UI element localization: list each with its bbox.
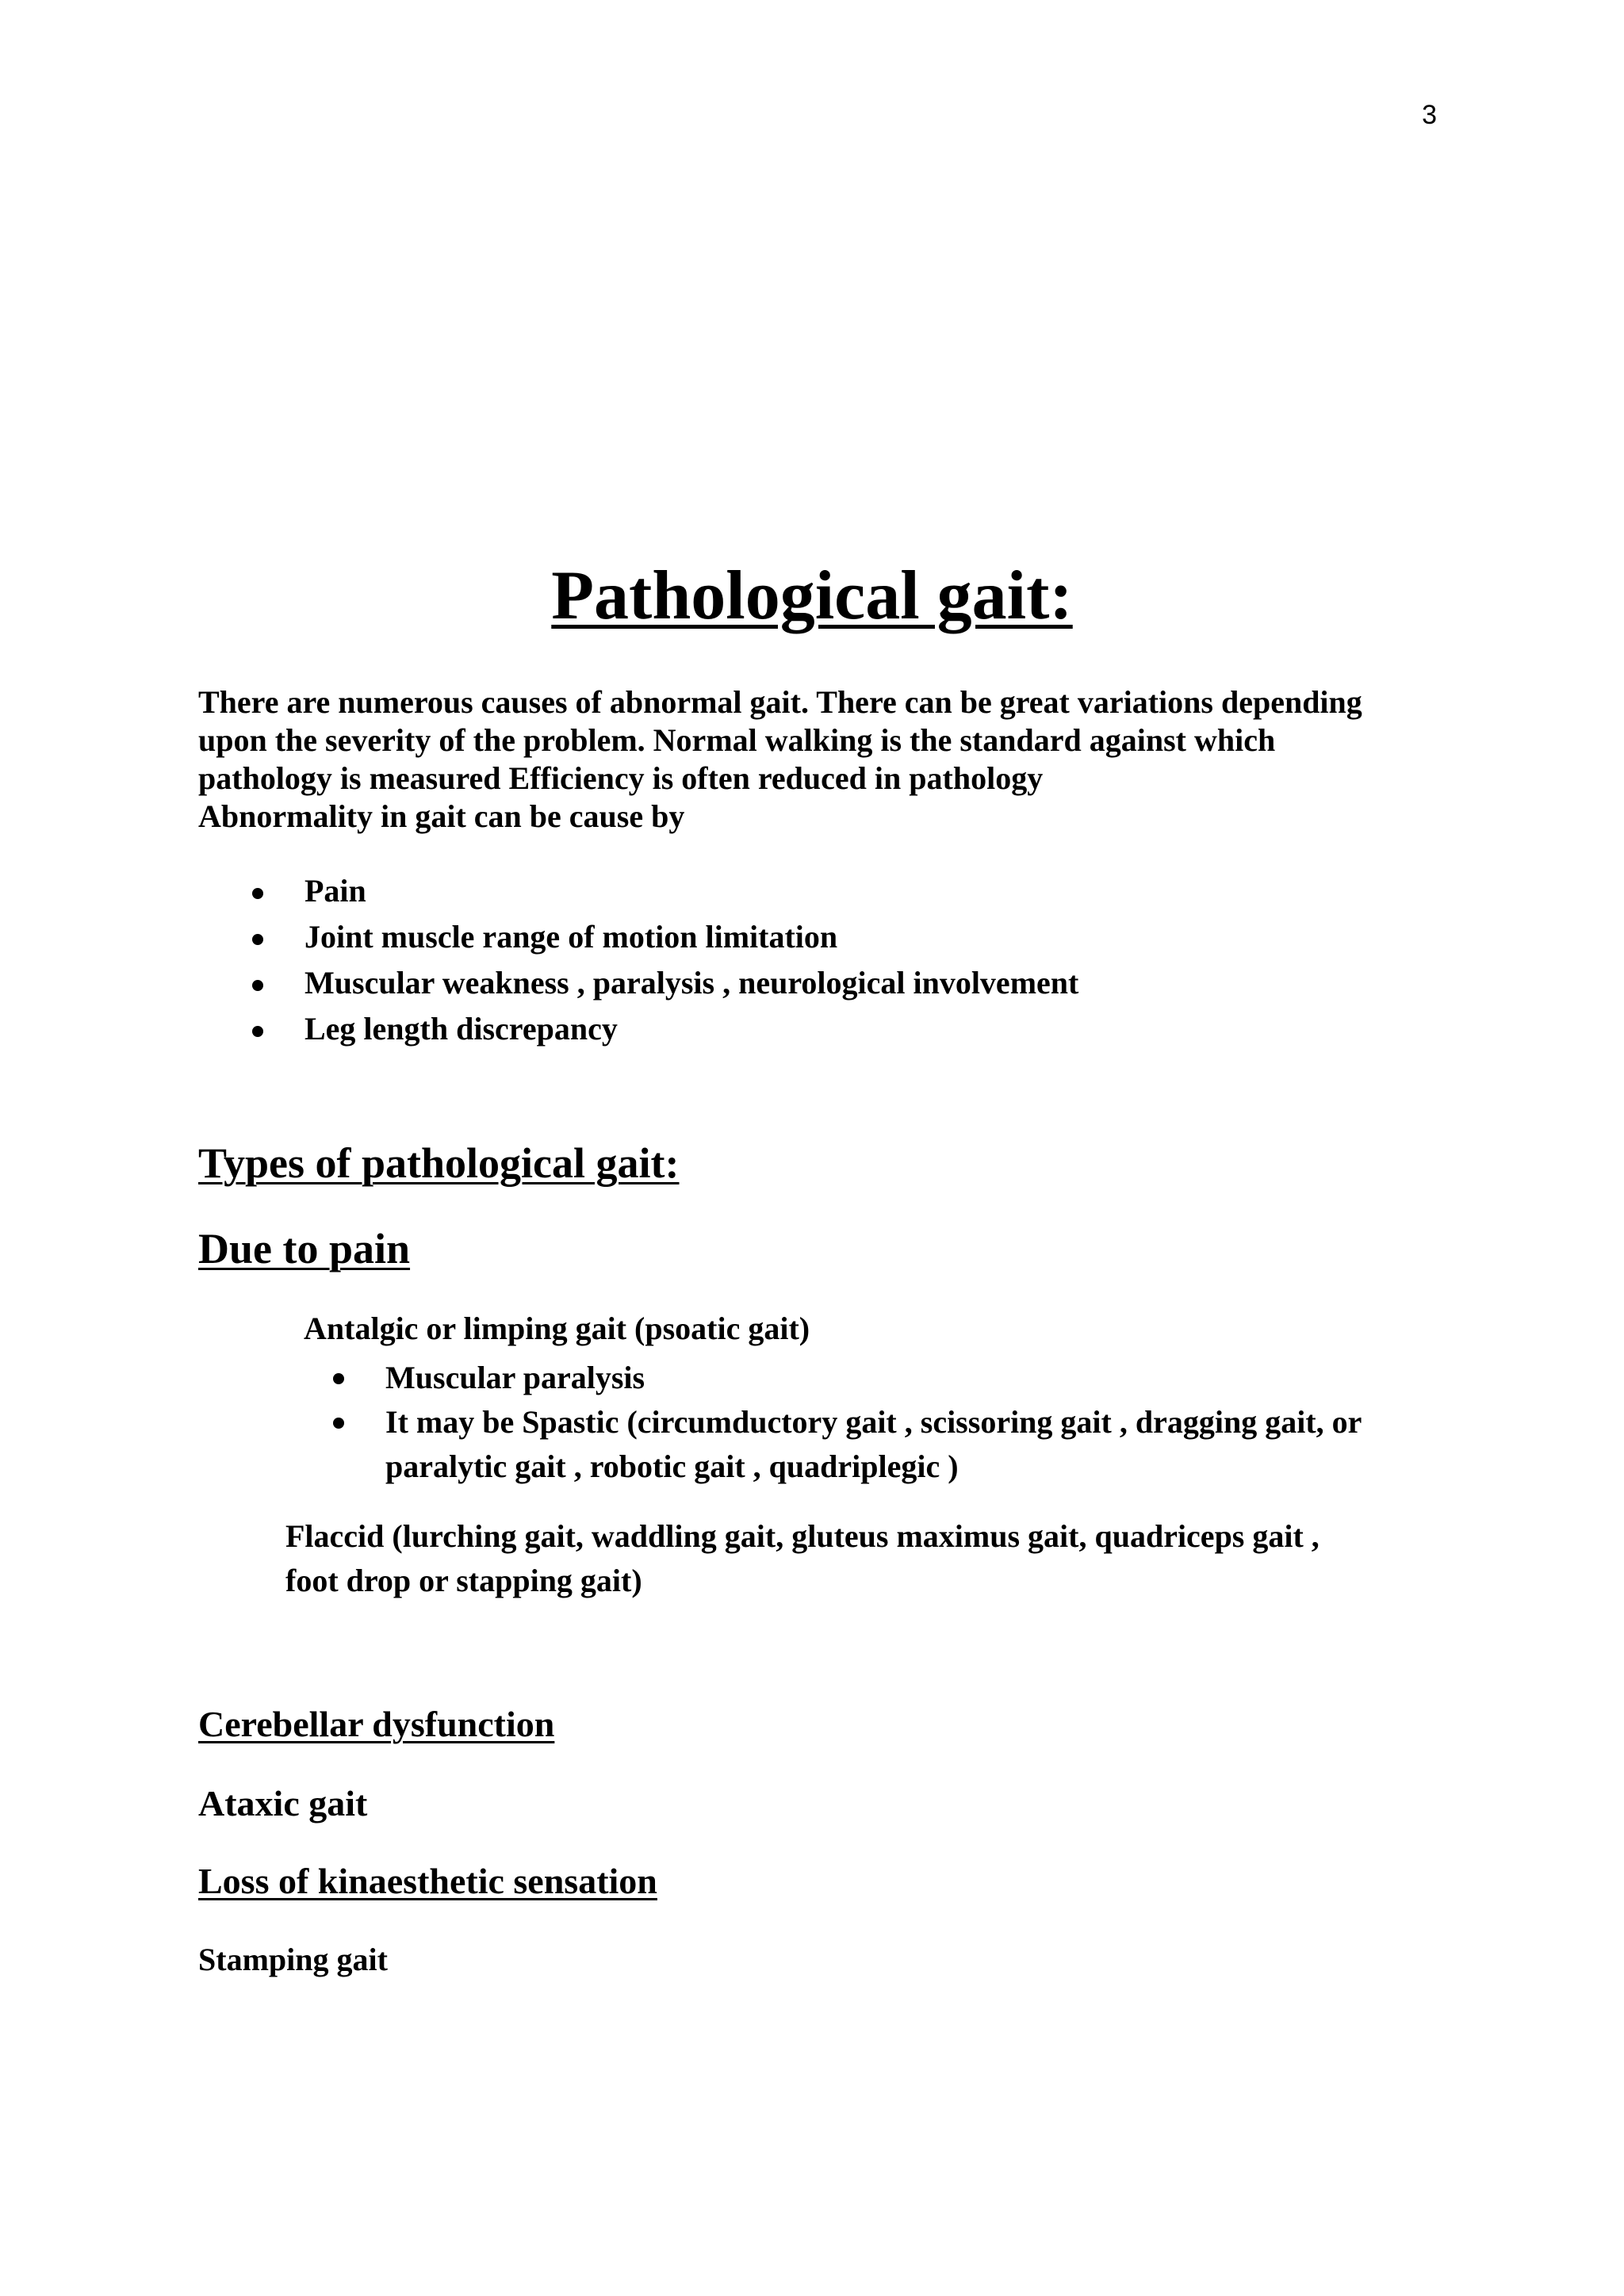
list-item	[252, 872, 1078, 918]
page-title: Pathological gait:	[551, 557, 1073, 634]
bullet-icon	[333, 1418, 344, 1429]
cerebellar-heading: Cerebellar dysfunction	[198, 1704, 555, 1744]
list-item-text: It may be Spastic (circumductory gait , scissoring gait , dragging gait, or	[385, 1404, 1362, 1440]
flaccid-line: foot drop or stapping gait)	[285, 1563, 642, 1598]
list-item-text-continued: paralytic gait , robotic gait , quadriplegic )	[385, 1448, 959, 1484]
bullet-icon	[252, 980, 263, 991]
intro-line: Abnormality in gait can be cause by	[198, 798, 685, 834]
intro-line: upon the severity of the problem. Normal walking is the standard against which	[198, 722, 1276, 758]
list-item	[333, 1400, 1362, 1489]
list-item-text: Leg length discrepancy	[304, 1011, 618, 1047]
types-heading: Types of pathological gait:	[198, 1139, 680, 1187]
bullet-icon	[252, 934, 263, 945]
antalgic-gait-text: Antalgic or limping gait (psoatic gait)	[304, 1311, 810, 1346]
list-item	[252, 964, 1078, 1010]
causes-list	[252, 872, 1078, 1056]
bullet-icon	[252, 888, 263, 899]
list-item	[252, 1010, 1078, 1056]
list-item-text: Muscular paralysis	[385, 1360, 645, 1395]
list-item	[333, 1356, 1362, 1400]
intro-paragraph	[198, 683, 1435, 836]
list-item-text: Joint muscle range of motion limitation	[304, 919, 838, 955]
list-item	[252, 918, 1078, 964]
list-item-text: Muscular weakness , paralysis , neurological involvement	[304, 965, 1079, 1001]
flaccid-paragraph	[285, 1514, 1443, 1603]
intro-line: There are numerous causes of abnormal gait. There can be great variations depending	[198, 684, 1362, 720]
list-item-text: Pain	[304, 873, 366, 909]
page-number: 3	[1422, 100, 1437, 130]
bullet-icon	[252, 1026, 263, 1037]
pain-heading: Due to pain	[198, 1225, 411, 1272]
stamping-gait-text: Stamping gait	[198, 1942, 388, 1977]
intro-line: pathology is measured Efficiency is often reduced in pathology	[198, 760, 1044, 796]
bullet-icon	[333, 1373, 344, 1384]
ataxic-gait-text: Ataxic gait	[198, 1783, 368, 1823]
pain-gait-list	[333, 1356, 1362, 1489]
flaccid-line: Flaccid (lurching gait, waddling gait, gluteus maximus gait, quadriceps gait ,	[285, 1518, 1320, 1554]
kinaesthetic-heading: Loss of kinaesthetic sensation	[198, 1861, 657, 1901]
